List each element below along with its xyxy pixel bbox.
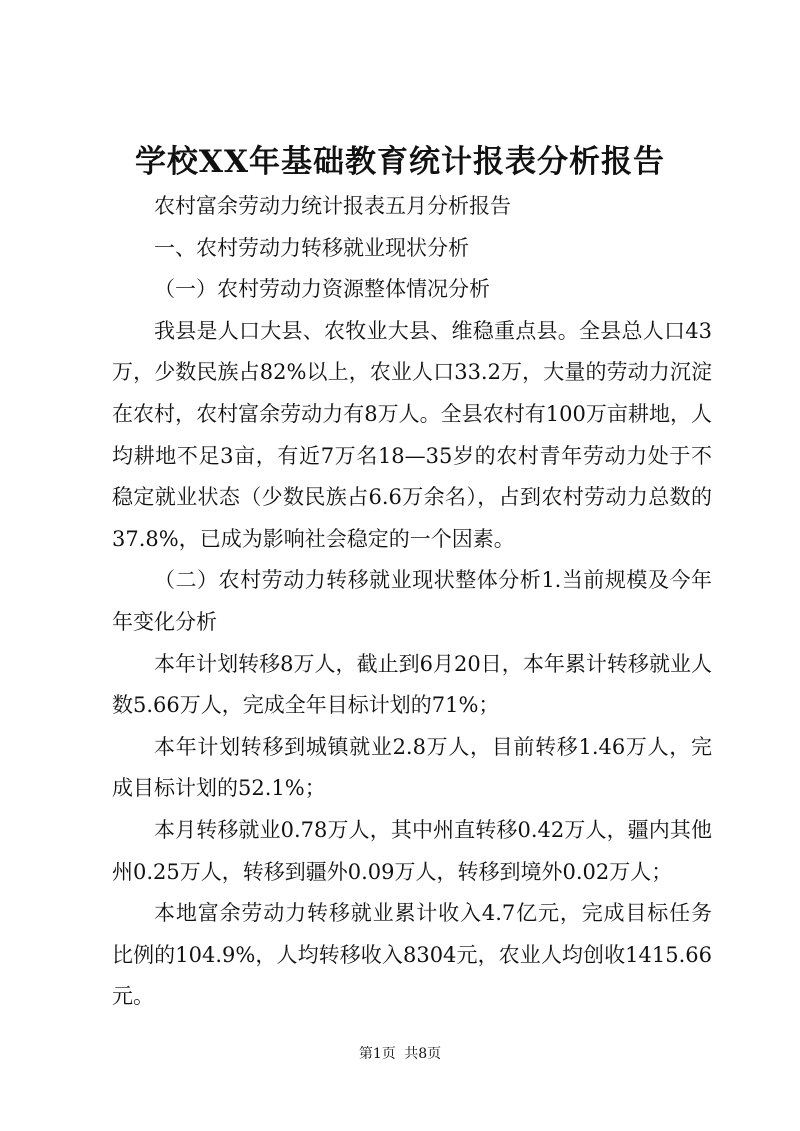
paragraph-monthly-transfer: 本月转移就业0.78万人，其中州直转移0.42万人，疆内其他州0.25万人，转移到疆外0.09万人，转移到境外0.02万人； xyxy=(112,817,712,884)
paragraph-urban-employment: 本年计划转移到城镇就业2.8万人，目前转移1.46万人，完成目标计划的52.1%； xyxy=(112,734,712,801)
paragraph-income: 本地富余劳动力转移就业累计收入4.7亿元，完成目标任务比例的104.9%，人均转移收入8304元，农业人均创收1415.66元。 xyxy=(112,901,712,1009)
page-number: 第1页 xyxy=(358,1046,396,1062)
subsection-heading-2: （二）农村劳动力转移就业现状整体分析1.当前规模及今年年变化分析 xyxy=(112,568,712,634)
paragraph-subtitle: 农村富余劳动力统计报表五月分析报告 xyxy=(154,194,511,218)
subsection-heading-1: （一）农村劳动力资源整体情况分析 xyxy=(154,277,490,302)
document-body xyxy=(112,186,712,1018)
page-footer xyxy=(0,1044,800,1064)
page-total: 共8页 xyxy=(404,1046,442,1062)
section-heading-1: 一、农村劳动力转移就业现状分析 xyxy=(154,235,469,260)
paragraph-population-overview: 我县是人口大县、农牧业大县、维稳重点县。全县总人口43万，少数民族占82%以上，农业人口33.2万，大量的劳动力沉淀在农村，农村富余劳动力有8万人。全县农村有100万亩耕地，人均耕地不足3亩，有近7万名18—35岁的农村青年劳动力处于不稳定就业状态（少数民族占6.6万余名），占到农村劳动力总数的37.8%，已成为影响社会稳定的一个因素。 xyxy=(112,318,712,551)
document-title: 学校XX年基础教育统计报表分析报告 xyxy=(134,144,666,180)
paragraph-annual-plan: 本年计划转移8万人，截止到6月20日，本年累计转移就业人数5.66万人，完成全年目标计划的71%； xyxy=(112,651,712,718)
